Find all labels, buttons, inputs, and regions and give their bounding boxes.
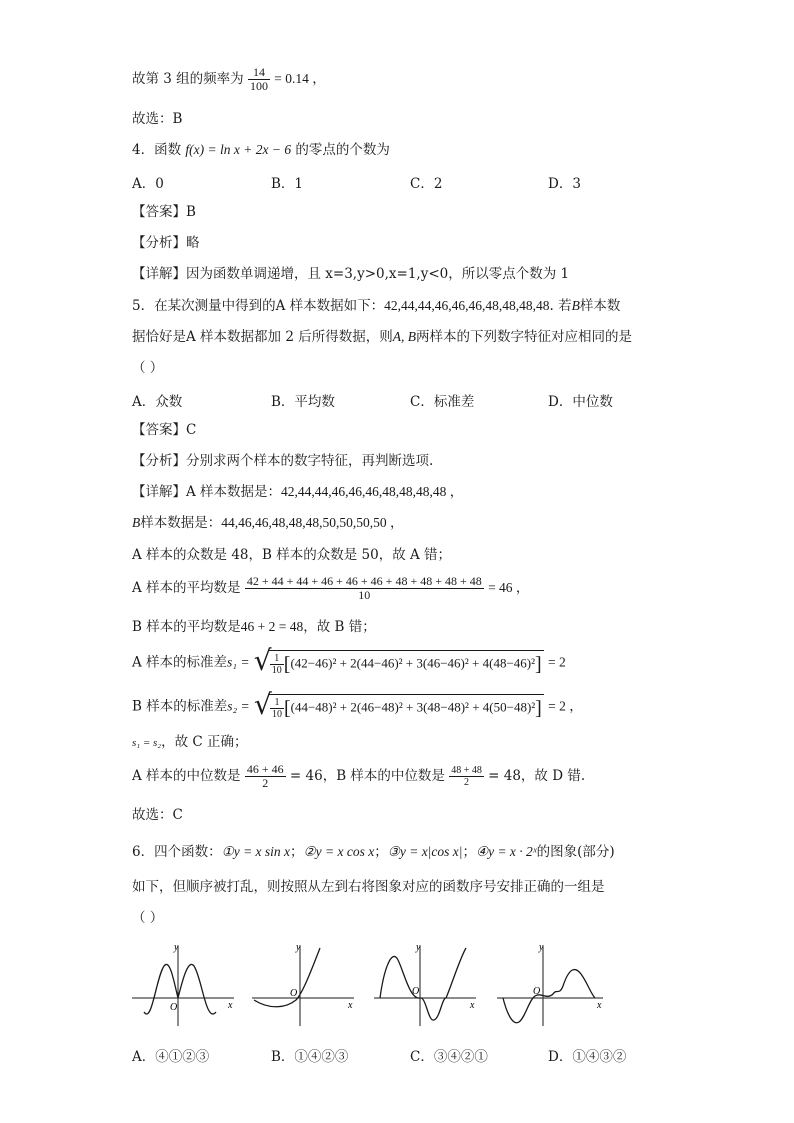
q5-mean-b-label: B 样本的平均数是 bbox=[132, 619, 241, 635]
q5-median-mid: = 46，B 样本的中位数是 bbox=[289, 768, 445, 784]
q5-detail-std-equal bbox=[132, 733, 248, 752]
q4-detail: 【详解】因为函数单调递增，且 x=3,y>0,x=1,y<0，所以零点个数为 1 bbox=[132, 266, 570, 282]
q5-stem-line2 bbox=[132, 328, 632, 346]
q5-median-b-num: 48 + 48 bbox=[451, 765, 482, 776]
q5-detail-b-data bbox=[132, 514, 404, 532]
freq-text: 故第 3 组的频率为 bbox=[132, 71, 244, 87]
q5-stem-tail: 样本数 bbox=[579, 298, 621, 314]
y-label: y bbox=[174, 942, 179, 953]
q5-detail-b-values: 44,46,46,48,48,48,50,50,50,50 ， bbox=[221, 515, 404, 530]
q6-option-a: A．④①②③ bbox=[132, 1049, 210, 1065]
q4-option-c: C．2 bbox=[410, 176, 443, 192]
q5-mean-b-post: ，故 B 错； bbox=[303, 619, 376, 635]
freq-fraction bbox=[248, 66, 270, 93]
q6-func-2: ②y = x cos x bbox=[303, 844, 375, 859]
freq-result: = 0.14 ， bbox=[274, 71, 326, 86]
x-label: x bbox=[348, 1000, 353, 1011]
q4-option-d: D．3 bbox=[548, 176, 581, 192]
q5-option-c: C．标准差 bbox=[410, 394, 475, 410]
sqrt-sign-icon: √ bbox=[253, 688, 272, 721]
q6-sep: ； bbox=[290, 844, 304, 860]
q4-func: f(x) = ln x + 2x − 6 bbox=[185, 142, 292, 157]
q5-std-b-result: = 2 ， bbox=[548, 698, 583, 714]
origin-label: O bbox=[170, 1002, 178, 1013]
coef-den: 10 bbox=[271, 665, 282, 676]
q5-std-b-symbol: s₂ = bbox=[227, 698, 250, 714]
q5-std-a-label: A 样本的标准差 bbox=[132, 654, 228, 671]
freq-den: 100 bbox=[249, 79, 268, 93]
q5-detail-b-symbol: B bbox=[132, 515, 141, 530]
curve bbox=[503, 970, 595, 1023]
q5-median-a-label: A 样本的中位数是 bbox=[132, 768, 241, 784]
q5-detail-mean-a bbox=[132, 575, 529, 602]
q4-analysis: 【分析】略 bbox=[132, 235, 200, 251]
q6-func-1: ①y = x sin x bbox=[221, 844, 291, 859]
q4-answer: 【答案】B bbox=[132, 204, 196, 220]
q6-stem-post: 的图象(部分) bbox=[536, 844, 615, 860]
q6-func-4: ④y = x · 2ˣ bbox=[475, 844, 537, 859]
q6-func-3: ③y = x|cos x| bbox=[387, 844, 463, 859]
q5-option-a: A．众数 bbox=[132, 394, 183, 410]
q4-stem-post: 的零点的个数为 bbox=[295, 142, 390, 158]
q5-std-equal-post: ，故 C 正确； bbox=[161, 734, 248, 750]
q5-std-a-sqrt: √ $\frac{1}{10}$ [(42−46)² + 2(44−46)² + 3(46−46)² + 4(48−46)²] bbox=[253, 644, 542, 677]
coef-num: 1 bbox=[270, 653, 284, 665]
q5-std-b-coef bbox=[270, 697, 284, 720]
x-label: x bbox=[470, 1000, 475, 1011]
coef-den: 10 bbox=[271, 709, 282, 720]
q5-median-a-num: 46 + 46 bbox=[246, 762, 284, 776]
q5-detail-label: 【详解】A 样本数据是： bbox=[132, 484, 282, 500]
q5-option-d: D．中位数 bbox=[548, 394, 613, 410]
curve bbox=[380, 948, 466, 1020]
q5-median-b-fraction bbox=[449, 765, 484, 788]
q5-stem-if: . 若 bbox=[549, 298, 572, 314]
q5-median-b-den: 2 bbox=[464, 777, 470, 788]
q5-std-a-symbol: s₁ = bbox=[227, 654, 250, 670]
q5-stem-pre: 5．在某次测量中得到的A 样本数据如下： bbox=[132, 298, 385, 314]
q5-ab-symbol: A, B bbox=[392, 329, 416, 344]
sqrt-sign-icon: √ bbox=[253, 644, 272, 677]
freq-line bbox=[132, 66, 326, 93]
q6-stem-pre: 6．四个函数： bbox=[132, 844, 222, 860]
x-label: x bbox=[597, 1000, 602, 1011]
q5-detail-std-a bbox=[132, 644, 566, 677]
q5-detail-b-label: 样本数据是： bbox=[140, 515, 222, 531]
q6-sep: ； bbox=[374, 844, 388, 860]
curve bbox=[144, 964, 216, 1014]
q6-option-d: D．①④③② bbox=[548, 1049, 627, 1065]
q5-b-symbol: B bbox=[571, 298, 580, 313]
y-label: y bbox=[296, 942, 301, 953]
q6-sep: ； bbox=[462, 844, 476, 860]
q5-detail-std-b bbox=[132, 688, 583, 721]
q6-stem-line1 bbox=[132, 843, 615, 861]
q5-paren: （ ） bbox=[132, 360, 164, 376]
q5-median-post: = 48，故 D 错. bbox=[488, 768, 586, 784]
q5-mean-a-result: = 46 ， bbox=[488, 580, 530, 595]
q5-mean-a-fraction bbox=[245, 575, 484, 602]
q5-stem-post2: 两样本的下列数字特征对应相同的是 bbox=[415, 329, 632, 345]
q6-option-b: B．①④②③ bbox=[271, 1049, 349, 1065]
q5-mean-a-den: 10 bbox=[358, 588, 371, 602]
q5-detail-mean-b bbox=[132, 618, 376, 636]
q6-stem-line2: 如下，但顺序被打乱，则按照从左到右将图象对应的函数序号安排正确的一组是 bbox=[132, 879, 605, 895]
q4-stem bbox=[132, 141, 390, 159]
x-label: x bbox=[228, 1000, 233, 1011]
q5-std-b-radicand: (44−48)² + 2(46−48)² + 3(48−48)² + 4(50−48)² bbox=[290, 699, 536, 715]
q6-paren: （ ） bbox=[132, 910, 164, 926]
q5-a-data: 42,44,44,46,46,46,48,48,48,48 bbox=[384, 298, 550, 313]
q5-mean-a-num: 42 + 44 + 44 + 46 + 46 + 46 + 48 + 48 + 48 + 48 bbox=[246, 574, 482, 588]
q6-graph-4 bbox=[495, 938, 610, 1028]
q5-median-a-den: 2 bbox=[262, 776, 269, 790]
q5-detail-mode: A 样本的众数是 48，B 样本的众数是 50，故 A 错； bbox=[132, 547, 452, 563]
q5-std-a-result: = 2 bbox=[547, 654, 566, 670]
freq-num: 14 bbox=[248, 66, 270, 80]
q5-mean-b-math: 46 + 2 = 48 bbox=[240, 619, 304, 634]
q5-detail-median bbox=[132, 763, 585, 790]
q6-graph-2 bbox=[250, 938, 360, 1028]
q5-mean-a-label: A 样本的平均数是 bbox=[132, 580, 241, 596]
origin-label: O bbox=[290, 988, 298, 999]
q5-std-equal-math: s₁ = s₂ bbox=[132, 737, 162, 749]
q5-std-b-sqrt: √ $\frac{1}{10}$ [(44−48)² + 2(46−48)² + 3(48−48)² + 4(50−48)²] bbox=[253, 688, 542, 721]
q4-option-b: B．1 bbox=[271, 176, 304, 192]
q5-detail-a-data bbox=[132, 483, 463, 501]
q4-option-a: A．0 bbox=[132, 176, 164, 192]
q6-option-c: C．③④②① bbox=[410, 1049, 488, 1065]
q5-std-b-label: B 样本的标准差 bbox=[132, 698, 228, 715]
q5-stem-line1 bbox=[132, 297, 620, 315]
origin-label: O bbox=[533, 986, 541, 997]
origin-label: O bbox=[412, 986, 420, 997]
q5-stem-pre2: 据恰好是A 样本数据都加 2 后所得数据，则 bbox=[132, 329, 393, 345]
y-label: y bbox=[539, 942, 544, 953]
q5-end: 故选：C bbox=[132, 807, 183, 823]
q6-graph-3 bbox=[372, 938, 482, 1028]
q6-graph-1 bbox=[130, 938, 240, 1028]
q5-median-a-fraction bbox=[245, 763, 286, 790]
q5-option-b: B．平均数 bbox=[271, 394, 335, 410]
y-label: y bbox=[416, 942, 421, 953]
q4-stem-pre: 4．函数 bbox=[132, 142, 182, 158]
q5-detail-a-values: 42,44,44,46,46,46,48,48,48,48 ， bbox=[281, 484, 464, 499]
select-b: 故选：B bbox=[132, 111, 183, 127]
q5-std-a-radicand: (42−46)² + 2(44−46)² + 3(46−46)² + 4(48−46)² bbox=[290, 655, 535, 671]
q5-std-a-coef bbox=[270, 653, 284, 676]
q5-answer: 【答案】C bbox=[132, 422, 197, 438]
coef-num: 1 bbox=[270, 697, 284, 709]
q5-analysis: 【分析】分别求两个样本的数字特征，再判断选项. bbox=[132, 453, 434, 469]
